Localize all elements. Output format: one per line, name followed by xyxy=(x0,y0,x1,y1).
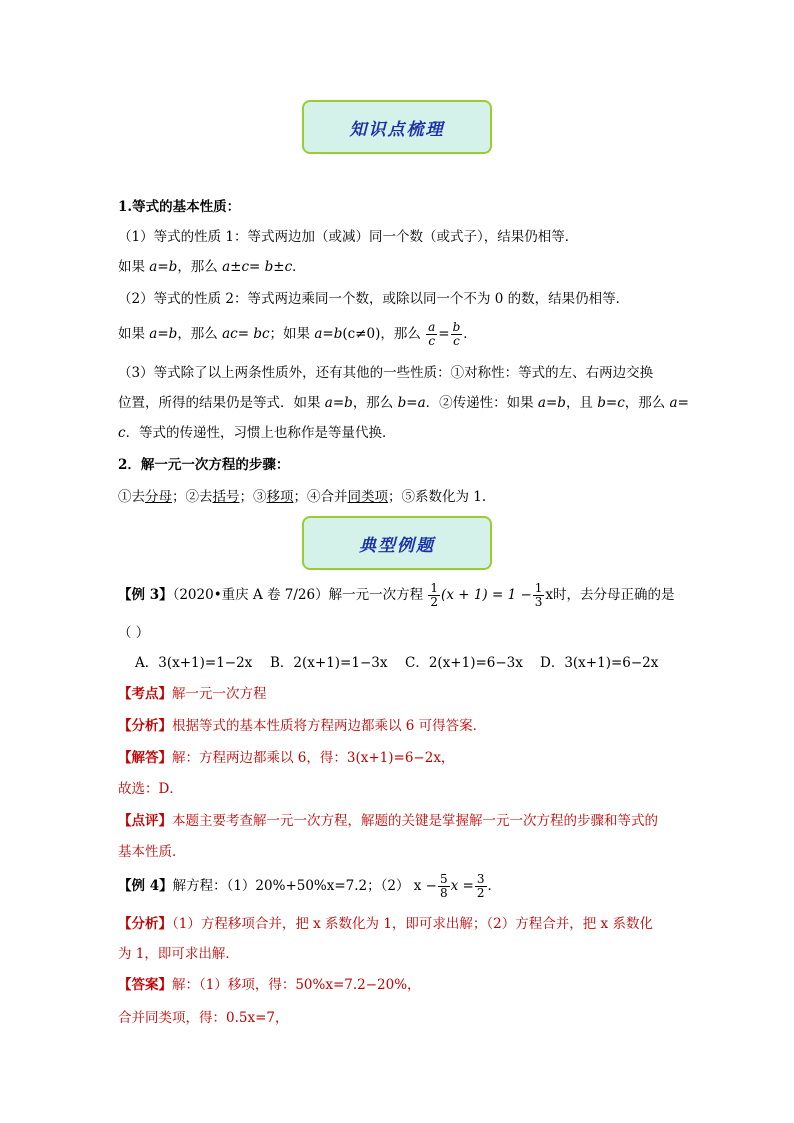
selection: 故选：D． xyxy=(118,781,183,797)
example-3-question: 【例 3】（2020•重庆 A 卷 7/26）解一元一次方程 $\frac{1}{2}$ (x + 1) = 1 − $\frac{1}{3}$ x时，去分母正确的是 xyxy=(118,581,675,609)
option-b: B．2(x+1)=1−3x xyxy=(270,655,388,671)
paragraph: （2）等式的性质 2：等式两边乘同一个数，或除以同一个不为 0 的数，结果仍相等． xyxy=(118,291,630,307)
paragraph: 位置，所得的结果仍是等式．如果 a=b，那么 b=a．②传递性：如果 a=b，且 b=c，那么 a= xyxy=(118,395,689,411)
fraction: $\frac{1}{2}$ xyxy=(430,581,439,609)
paragraph: 如果 a=b，那么 ac= bc；如果 a=b(c≠0)，那么 $\frac{a}{c}$ = $\frac{b}{c}$ ． xyxy=(118,320,477,348)
analysis: 【分析】根据等式的基本性质将方程两边都乘以 6 可得答案． xyxy=(118,718,487,734)
fraction: $\frac{3}{2}$ xyxy=(476,872,485,900)
options xyxy=(135,653,695,673)
paragraph: （3）等式除了以上两条性质外，还有其他的一些性质：①对称性：等式的左、右两边交换 xyxy=(118,365,654,381)
example-4-question: 【例 4】解方程：（1）20%+50%x=7.2；（2） x − $\frac{5}{8}$ x = $\frac{3}{2}$ ． xyxy=(118,872,501,900)
comment-cont: 基本性质． xyxy=(118,844,186,860)
option-c: C．2(x+1)=6−3x xyxy=(405,655,523,671)
paragraph: （1）等式的性质 1：等式两边加（或减）同一个数（或式子），结果仍相等． xyxy=(118,229,579,245)
answer-step: 合并同类项，得：0.5x=7， xyxy=(118,1010,289,1026)
paragraph: c．等式的传递性，习惯上也称作是等量代换． xyxy=(118,425,396,441)
fraction: $\frac{1}{3}$ xyxy=(534,581,543,609)
kaodian: 【考点】解一元一次方程 xyxy=(118,686,267,702)
fraction: $\frac{b}{c}$ xyxy=(452,320,461,348)
section-heading: 1.等式的基本性质： xyxy=(118,199,241,215)
answer: 【答案】解：（1）移项，得：50%x=7.2−20%， xyxy=(118,977,421,993)
section-banner-knowledge xyxy=(302,100,492,154)
analysis-cont: 为 1，即可求出解． xyxy=(118,946,239,962)
banner-title: 知识点梳理 xyxy=(349,119,445,140)
paragraph: 如果 a=b，那么 a±c= b±c． xyxy=(118,259,306,275)
section-heading: 2．解一元一次方程的步骤： xyxy=(118,457,290,473)
steps-list: ①去分母；②去括号；③移项；④合并同类项；⑤系数化为 1. xyxy=(118,489,487,505)
solution: 【解答】解：方程两边都乘以 6，得：3(x+1)=6−2x， xyxy=(118,750,455,766)
comment: 【点评】本题主要考查解一元一次方程，解题的关键是掌握解一元一次方程的步骤和等式的 xyxy=(118,813,658,829)
banner-title: 典型例题 xyxy=(359,535,435,556)
analysis: 【分析】（1）方程移项合并，把 x 系数化为 1，即可求出解；（2）方程合并，把 x 系数化 xyxy=(118,916,653,932)
fraction: $\frac{5}{8}$ xyxy=(440,872,448,900)
option-a: A．3(x+1)=1−2x xyxy=(135,655,253,671)
fraction: $\frac{a}{c}$ xyxy=(428,320,436,348)
answer-parentheses: （ ） xyxy=(118,625,150,641)
option-d: D．3(x+1)=6−2x xyxy=(540,655,659,671)
section-banner-examples xyxy=(302,516,492,570)
